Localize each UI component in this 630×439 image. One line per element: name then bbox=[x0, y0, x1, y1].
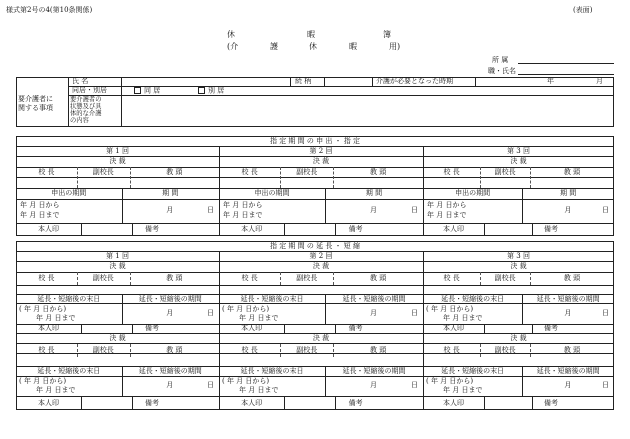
ext-to-date: 年 月 日まで bbox=[443, 386, 483, 394]
period-from-date: 年 月 日から bbox=[223, 201, 263, 209]
period-label: 期 間 bbox=[560, 189, 577, 197]
subtitle-part-5: 用) bbox=[389, 42, 401, 51]
remarks-label: 備考 bbox=[543, 324, 558, 332]
ext-month-label: 月 bbox=[564, 381, 572, 389]
care-section-label-1: 要介護者に bbox=[18, 95, 53, 103]
head-teacher-label: 教 頭 bbox=[369, 168, 387, 176]
subtitle-part-3: 休 bbox=[309, 42, 317, 51]
remarks-label: 備考 bbox=[145, 324, 159, 332]
ext-period-label: 延長・短縮後の期間 bbox=[536, 295, 600, 303]
ext-round-3-label: 第 3 回 bbox=[507, 252, 530, 260]
ext-to-date: 年 月 日まで bbox=[239, 386, 279, 394]
approval-label: 決 裁 bbox=[109, 334, 126, 342]
title-char-3: 簿 bbox=[383, 30, 391, 39]
vice-principal-label: 副校長 bbox=[494, 274, 516, 282]
seal-label: 本人印 bbox=[241, 399, 263, 407]
need-period-label: 介護が必要となった時期 bbox=[376, 77, 453, 85]
care-detail-label-4: の内容 bbox=[70, 117, 89, 124]
principal-label: 校 長 bbox=[443, 346, 460, 354]
head-teacher-label: 教 頭 bbox=[563, 346, 581, 354]
period-month-label: 月 bbox=[166, 206, 174, 214]
approval-label: 決 裁 bbox=[312, 262, 330, 270]
ext-round-1-label: 第 1 回 bbox=[106, 252, 129, 260]
care-detail-label-1: 要介護者の bbox=[70, 96, 102, 103]
ext-to-date: 年 月 日まで bbox=[239, 314, 279, 322]
subject-name-label: 氏 名 bbox=[72, 77, 89, 85]
head-teacher-label: 教 頭 bbox=[369, 274, 387, 282]
ext-from-date: ( 年 月 日から) bbox=[19, 305, 67, 313]
head-teacher-label: 教 頭 bbox=[563, 168, 581, 176]
period-day-label: 日 bbox=[207, 206, 214, 214]
approval-label: 決 裁 bbox=[510, 262, 527, 270]
approval-label: 決 裁 bbox=[510, 334, 527, 342]
need-year-label: 年 bbox=[547, 77, 554, 85]
relation-label: 続 柄 bbox=[295, 77, 312, 85]
ext-day-label: 日 bbox=[602, 309, 609, 317]
ext-from-date: ( 年 月 日から) bbox=[426, 377, 474, 385]
cohabit-label: 同居・別居 bbox=[72, 86, 107, 94]
vice-principal-label: 副校長 bbox=[92, 346, 114, 354]
vice-principal-label: 副校長 bbox=[494, 168, 516, 176]
end-date-label: 延長・短縮後の末日 bbox=[441, 295, 505, 303]
subtitle-part-2: 護 bbox=[270, 42, 278, 51]
round-2-label: 第 2 回 bbox=[309, 147, 333, 155]
end-date-label: 延長・短縮後の末日 bbox=[240, 367, 304, 375]
subtitle-part-4: 暇 bbox=[349, 42, 357, 51]
head-teacher-label: 教 頭 bbox=[563, 274, 581, 282]
principal-label: 校 長 bbox=[241, 346, 258, 354]
ext-period-label: 延長・短縮後の期間 bbox=[138, 367, 202, 375]
seal-label: 本人印 bbox=[37, 399, 59, 407]
ext-from-date: ( 年 月 日から) bbox=[19, 377, 67, 385]
vice-principal-label: 副校長 bbox=[92, 168, 114, 176]
principal-label: 校 長 bbox=[38, 168, 55, 176]
ext-month-label: 月 bbox=[166, 381, 174, 389]
period-from-date: 年 月 日から bbox=[20, 201, 60, 209]
principal-label: 校 長 bbox=[38, 274, 55, 282]
period-day-label: 日 bbox=[411, 206, 418, 214]
care-section-label-2: 関する事項 bbox=[18, 104, 53, 112]
ext-day-label: 日 bbox=[411, 381, 418, 389]
approval-label: 決 裁 bbox=[109, 262, 126, 270]
ext-period-label: 延長・短縮後の期間 bbox=[342, 295, 406, 303]
head-teacher-label: 教 頭 bbox=[166, 274, 183, 282]
vice-principal-label: 副校長 bbox=[296, 274, 318, 282]
period-from-date: 年 月 日から bbox=[427, 201, 467, 209]
vice-principal-label: 副校長 bbox=[296, 168, 318, 176]
head-teacher-label: 教 頭 bbox=[166, 346, 183, 354]
period-month-label: 月 bbox=[369, 206, 377, 214]
end-date-label: 延長・短縮後の末日 bbox=[37, 295, 101, 303]
title-char-2: 暇 bbox=[307, 30, 315, 39]
seal-label: 本人印 bbox=[443, 225, 465, 233]
period-label: 期 間 bbox=[162, 189, 179, 197]
care-detail-label-3: 体的な介護 bbox=[70, 110, 102, 117]
application-period-label: 申出の期間 bbox=[51, 189, 87, 197]
period-day-label: 日 bbox=[602, 206, 609, 214]
seal-label: 本人印 bbox=[443, 399, 465, 407]
vice-principal-label: 副校長 bbox=[296, 346, 318, 354]
care-detail-label-2: 状態及び具 bbox=[70, 103, 102, 110]
period-label: 期 間 bbox=[365, 189, 383, 197]
ext-to-date: 年 月 日まで bbox=[36, 386, 76, 394]
period-to-date: 年 月 日まで bbox=[20, 211, 60, 219]
period-month-label: 月 bbox=[564, 206, 572, 214]
ext-from-date: ( 年 月 日から) bbox=[222, 377, 270, 385]
head-teacher-label: 教 頭 bbox=[369, 346, 387, 354]
approval-label: 決 裁 bbox=[510, 157, 527, 165]
ext-to-date: 年 月 日まで bbox=[36, 314, 76, 322]
seal-label: 本人印 bbox=[241, 225, 263, 233]
period-to-date: 年 月 日まで bbox=[223, 211, 263, 219]
vice-principal-label: 副校長 bbox=[494, 346, 516, 354]
ext-round-2-label: 第 2 回 bbox=[309, 252, 333, 260]
name-label: 職・氏名 bbox=[488, 67, 516, 75]
affiliation-line[interactable] bbox=[518, 63, 614, 64]
ext-day-label: 日 bbox=[207, 309, 214, 317]
ext-month-label: 月 bbox=[369, 309, 377, 317]
end-date-label: 延長・短縮後の末日 bbox=[240, 295, 304, 303]
remarks-label: 備考 bbox=[145, 225, 159, 233]
ext-to-date: 年 月 日まで bbox=[443, 314, 483, 322]
need-month-label: 月 bbox=[596, 77, 603, 85]
approval-label: 決 裁 bbox=[109, 157, 126, 165]
ext-month-label: 月 bbox=[166, 309, 174, 317]
remarks-label: 備考 bbox=[348, 399, 363, 407]
cohabit-option-together[interactable]: 同 居 bbox=[134, 87, 160, 95]
care-subject-table bbox=[16, 77, 614, 127]
remarks-label: 備考 bbox=[543, 225, 558, 233]
principal-label: 校 長 bbox=[443, 168, 460, 176]
round-3-label: 第 3 回 bbox=[507, 147, 530, 155]
seal-label: 本人印 bbox=[443, 324, 465, 332]
application-period-label: 申出の期間 bbox=[455, 189, 491, 197]
remarks-label: 備考 bbox=[348, 324, 363, 332]
remarks-label: 備考 bbox=[348, 225, 363, 233]
checkbox-icon[interactable] bbox=[198, 87, 205, 94]
principal-label: 校 長 bbox=[38, 346, 55, 354]
title-char-1: 休 bbox=[227, 30, 235, 39]
seal-label: 本人印 bbox=[37, 324, 59, 332]
ext-from-date: ( 年 月 日から) bbox=[222, 305, 270, 313]
remarks-label: 備考 bbox=[145, 399, 159, 407]
remarks-label: 備考 bbox=[543, 399, 558, 407]
ext-period-label: 延長・短縮後の期間 bbox=[536, 367, 600, 375]
approval-label: 決 裁 bbox=[312, 334, 330, 342]
ext-day-label: 日 bbox=[411, 309, 418, 317]
round-1-label: 第 1 回 bbox=[106, 147, 129, 155]
ext-day-label: 日 bbox=[207, 381, 214, 389]
name-line[interactable] bbox=[518, 74, 614, 75]
end-date-label: 延長・短縮後の末日 bbox=[37, 367, 101, 375]
application-period-label: 申出の期間 bbox=[254, 189, 290, 197]
affiliation-label: 所 属 bbox=[492, 56, 509, 64]
form-number: 様式第2号の4(第10条関係) bbox=[6, 6, 93, 14]
cohabit-option-separate[interactable]: 別 居 bbox=[198, 87, 224, 95]
ext-month-label: 月 bbox=[564, 309, 572, 317]
ext-period-label: 延長・短縮後の期間 bbox=[138, 295, 202, 303]
approval-label: 決 裁 bbox=[312, 157, 330, 165]
principal-label: 校 長 bbox=[241, 274, 258, 282]
designation-title: 指 定 期 間 の 申 出 ・ 指 定 bbox=[269, 137, 361, 145]
end-date-label: 延長・短縮後の末日 bbox=[441, 367, 505, 375]
principal-label: 校 長 bbox=[443, 274, 460, 282]
period-to-date: 年 月 日まで bbox=[427, 211, 467, 219]
seal-label: 本人印 bbox=[37, 225, 59, 233]
head-teacher-label: 教 頭 bbox=[166, 168, 183, 176]
subtitle-part-1: (介 bbox=[227, 42, 239, 51]
principal-label: 校 長 bbox=[241, 168, 258, 176]
checkbox-icon[interactable] bbox=[134, 87, 141, 94]
vice-principal-label: 副校長 bbox=[92, 274, 114, 282]
ext-month-label: 月 bbox=[369, 381, 377, 389]
seal-label: 本人印 bbox=[241, 324, 263, 332]
page-side-label: (表面) bbox=[573, 6, 593, 14]
extension-title: 指 定 期 間 の 延 長 ・ 短 縮 bbox=[269, 242, 361, 250]
ext-period-label: 延長・短縮後の期間 bbox=[342, 367, 406, 375]
ext-day-label: 日 bbox=[602, 381, 609, 389]
ext-from-date: ( 年 月 日から) bbox=[426, 305, 474, 313]
